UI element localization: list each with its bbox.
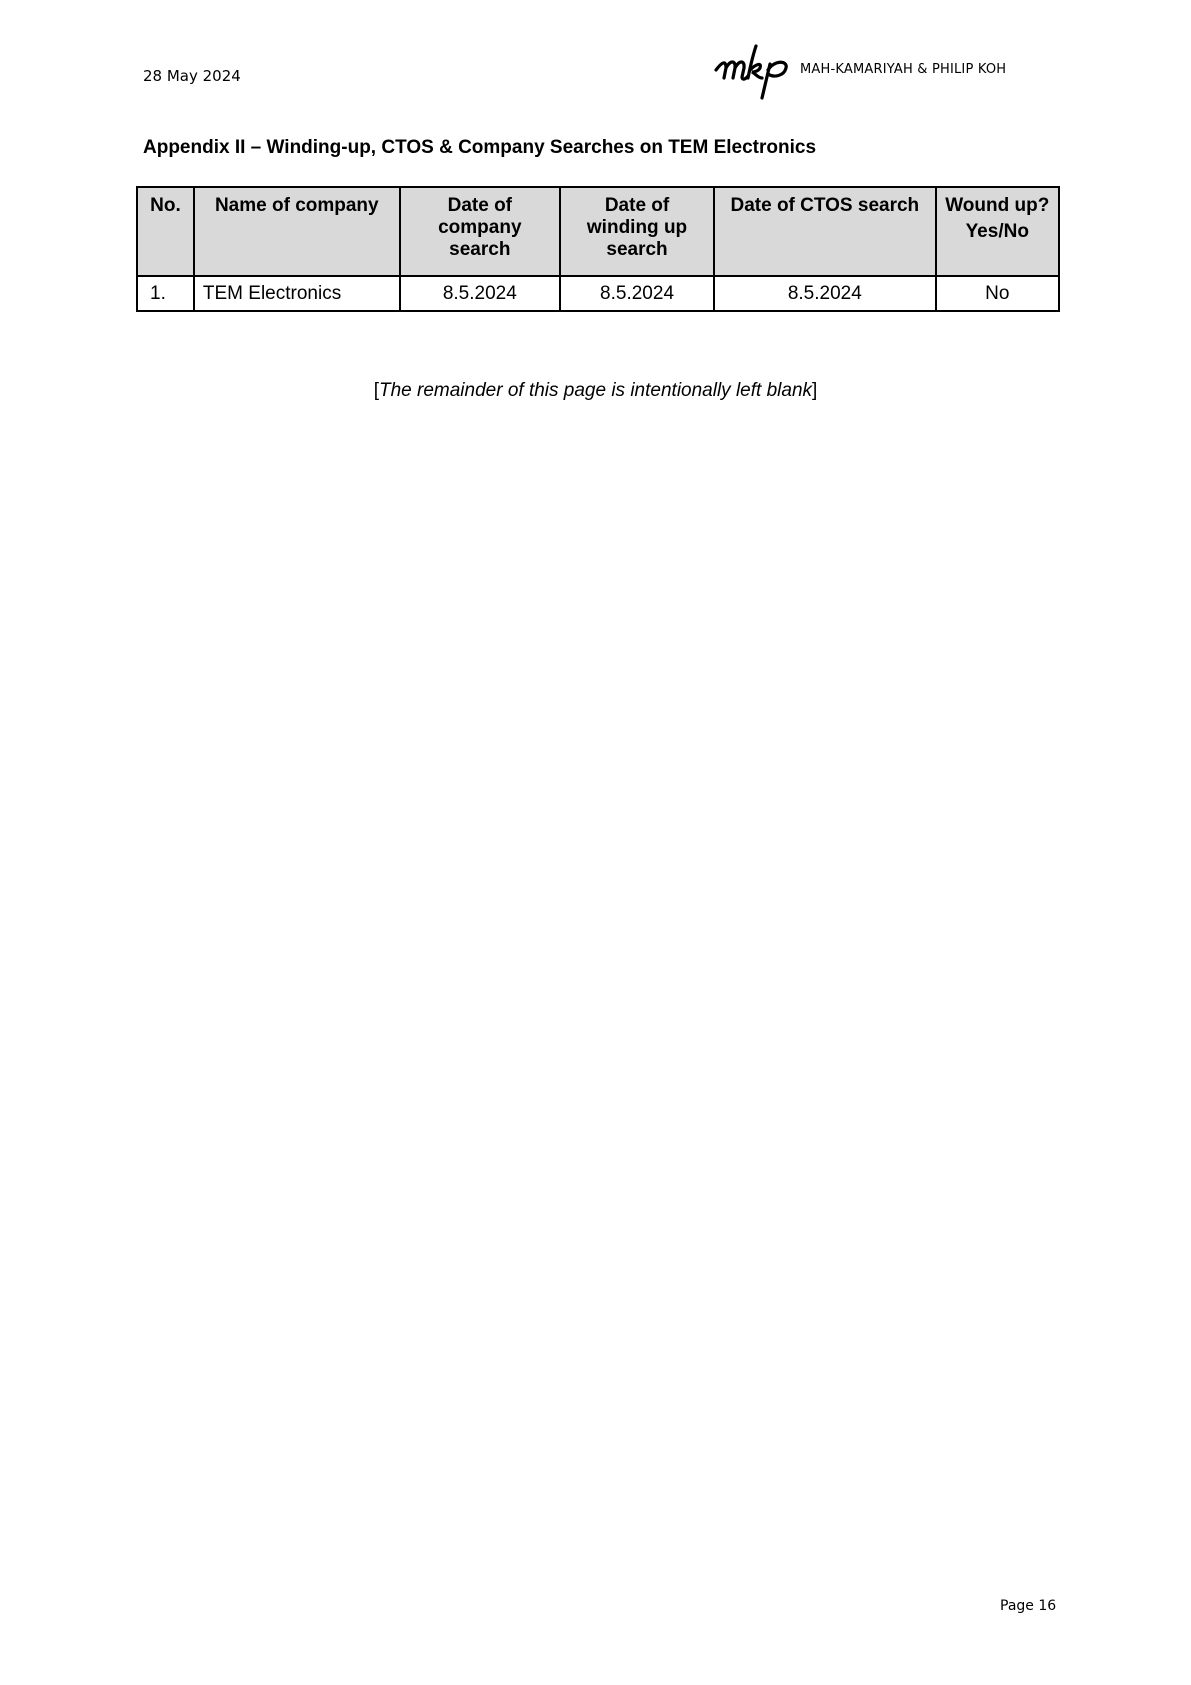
col-header-no: No. — [137, 187, 194, 276]
col-header-winding-up-search-date: Date of winding up search — [560, 187, 714, 276]
cell-no: 1. — [137, 276, 194, 311]
col-header-wound-up — [936, 187, 1060, 276]
appendix-title: Appendix II – Winding-up, CTOS & Company Searches on TEM Electronics — [143, 137, 817, 158]
page-number: Page 16 — [1000, 1598, 1057, 1614]
col-header-company-search-date: Date of company search — [400, 187, 560, 276]
cell-wound-up: No — [936, 276, 1060, 311]
header-date: 28 May 2024 — [143, 67, 241, 85]
mkp-logo-icon — [712, 40, 800, 102]
col-header-company-name: Name of company — [194, 187, 400, 276]
col-header-wound-up-question: Wound up? — [945, 195, 1050, 216]
blank-page-note-text: The remainder of this page is intentionally left blank — [378, 380, 813, 401]
cell-company-name: TEM Electronics — [194, 276, 400, 311]
firm-logo — [712, 40, 1052, 102]
firm-name: MAH-KAMARIYAH & PHILIP KOH — [800, 62, 1007, 77]
bracket-open: [ — [373, 380, 379, 401]
search-results-table — [136, 186, 1060, 312]
col-header-wound-up-options: Yes/No — [965, 221, 1029, 242]
table-row — [137, 276, 1059, 311]
cell-ctos-search-date: 8.5.2024 — [714, 276, 935, 311]
bracket-close: ] — [812, 380, 818, 401]
table-header-row — [137, 187, 1059, 276]
cell-company-search-date: 8.5.2024 — [400, 276, 560, 311]
cell-winding-up-search-date: 8.5.2024 — [560, 276, 714, 311]
col-header-ctos-search-date: Date of CTOS search — [714, 187, 935, 276]
blank-page-note — [0, 380, 1191, 402]
